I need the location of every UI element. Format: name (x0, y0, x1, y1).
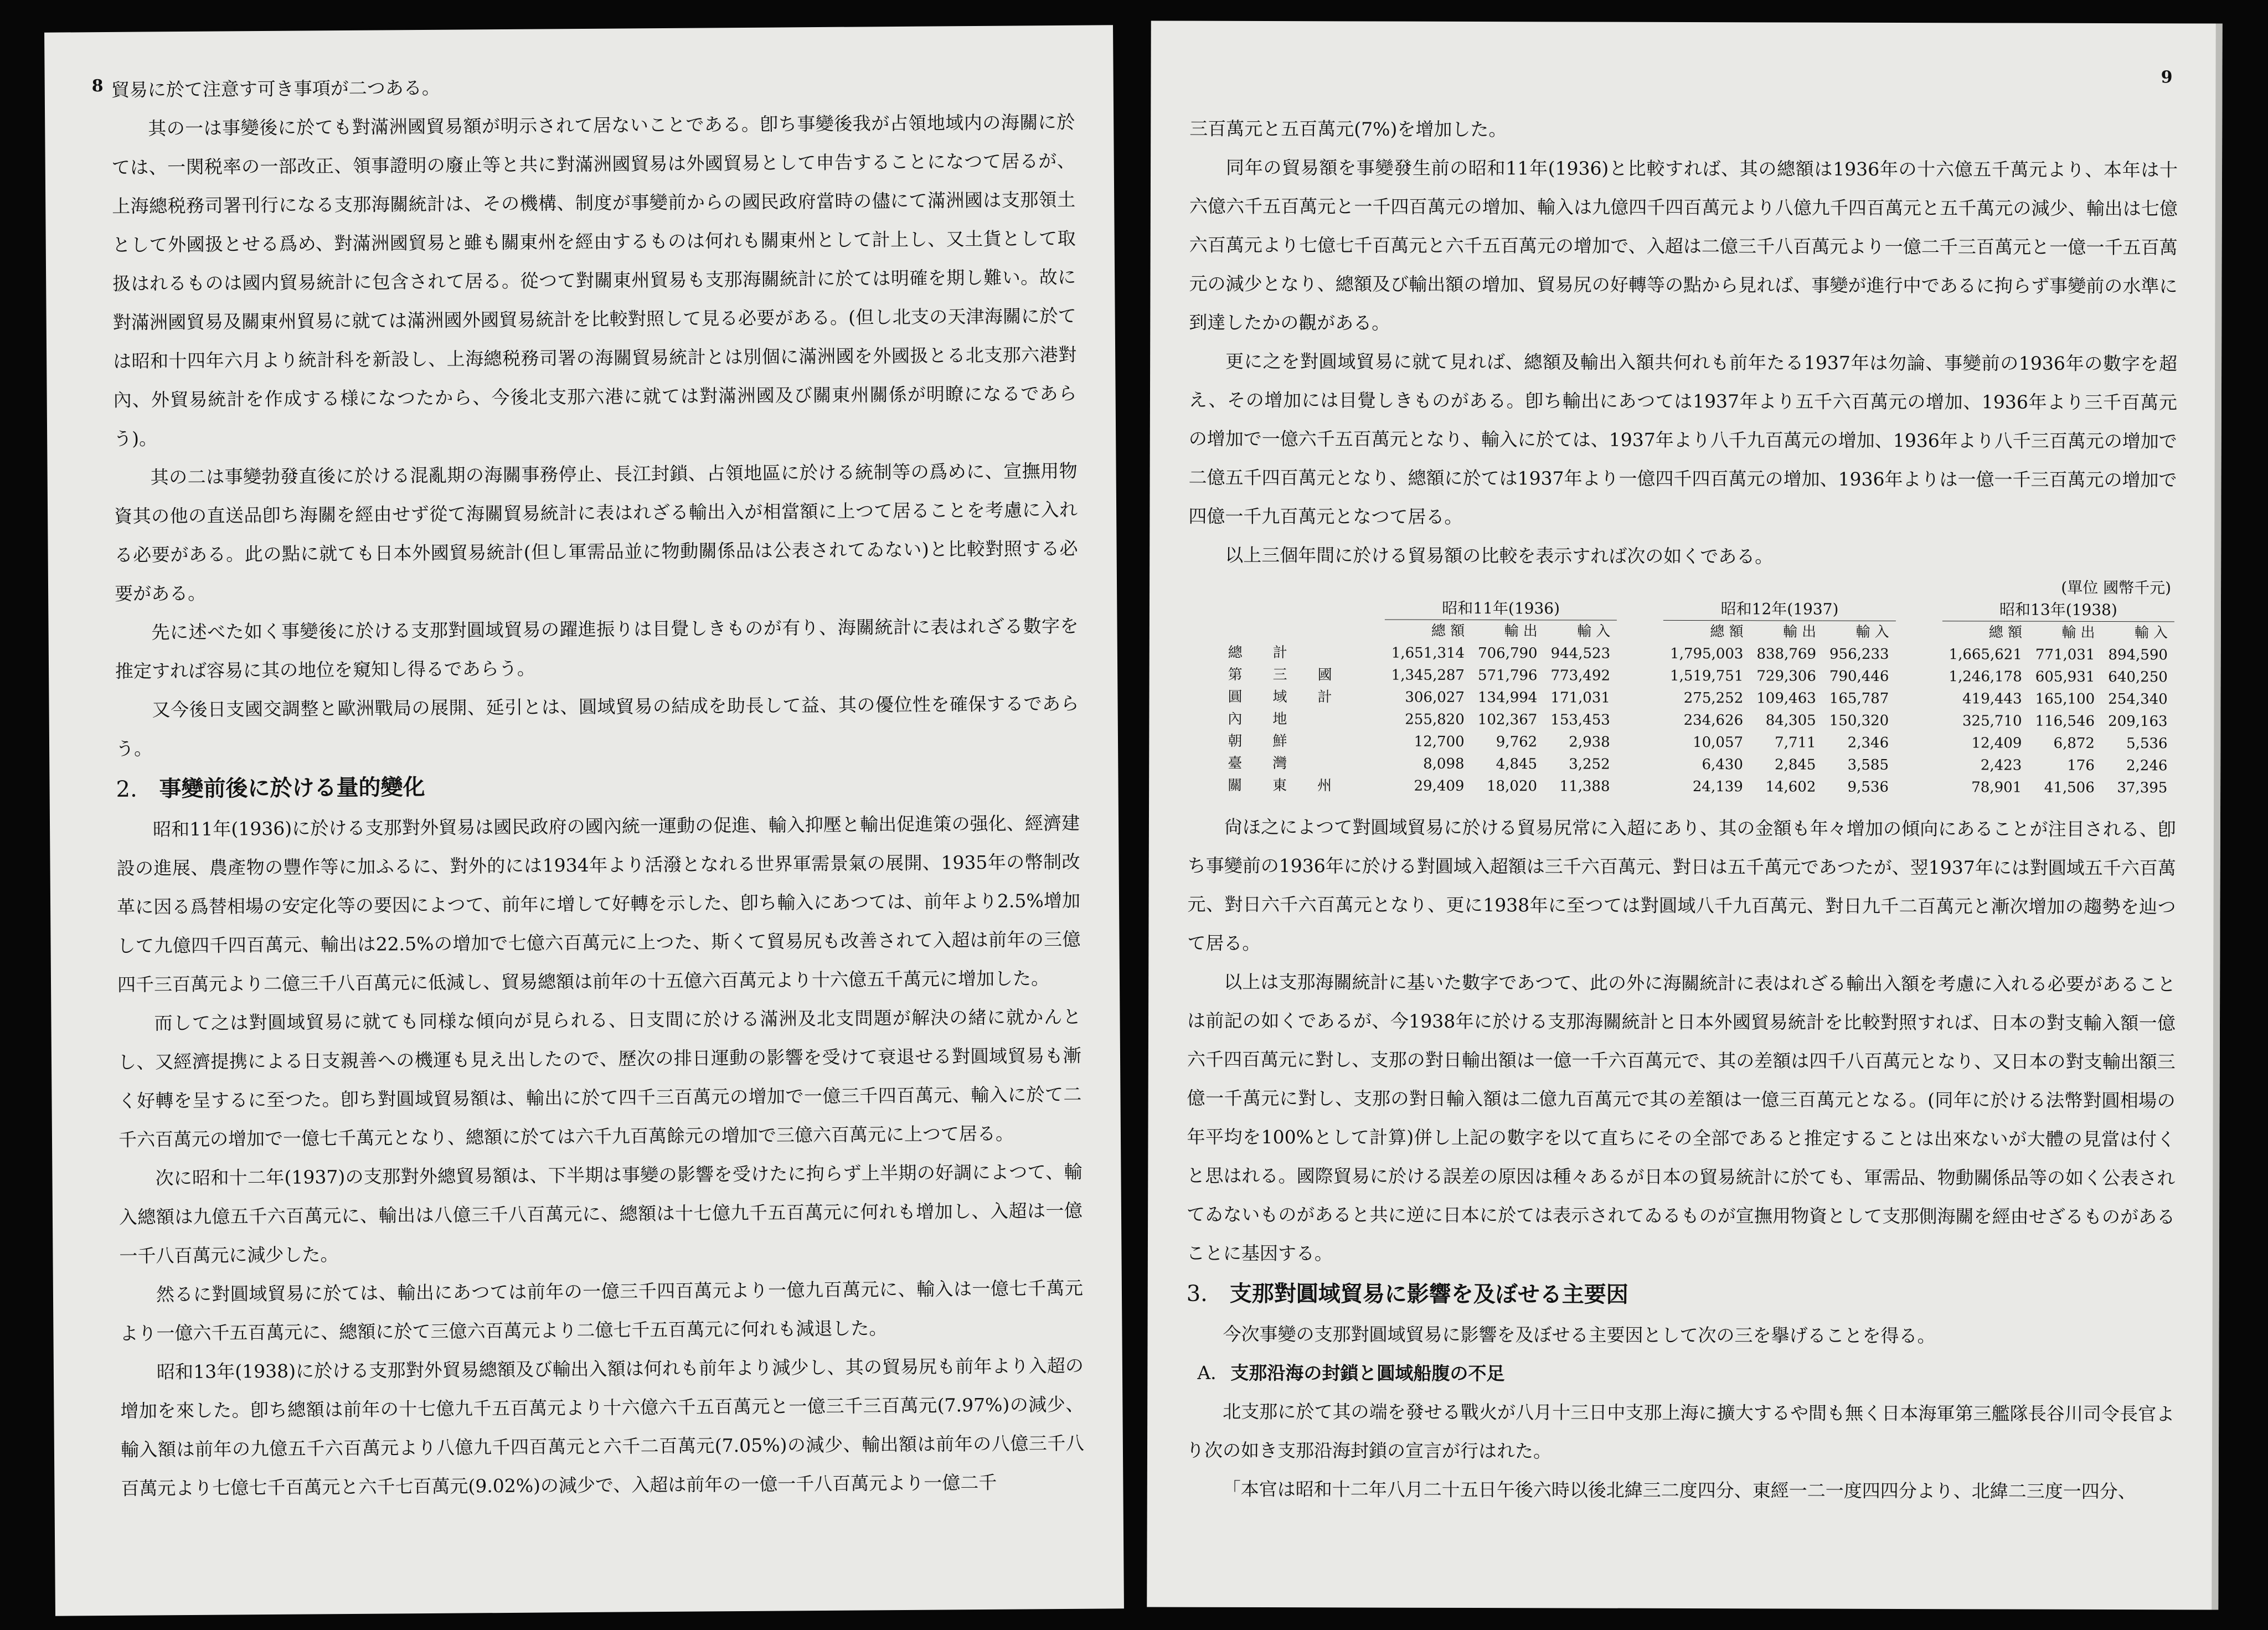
row-label: 臺灣 (1228, 755, 1318, 772)
paragraph: 其の二は事變勃發直後に於ける混亂期の海關事務停止、長江封鎖、占領地區に於ける統制等の爲めに、宣撫用物資其の他の直送品卽ち海關を經由せず從て海關貿易統計に表はれざる輸出入が相當額に上つて居ることを考慮に入れる必要がある。此の點に就ても日本外國貿易統計(但し軍需品並に物動關係品は公表されてゐない)と比較對照する必要がある。 (114, 460, 1078, 605)
table-cell: 255,820 (1405, 711, 1465, 728)
column-header: 總 額 (1710, 623, 1744, 641)
table-cell: 1,519,751 (1670, 667, 1744, 685)
col-gap (1617, 754, 1663, 776)
table-cell: 153,453 (1550, 711, 1610, 729)
col-gap (1617, 598, 1663, 621)
table-cell: 234,626 (1683, 711, 1744, 729)
section-number: 2. (116, 776, 137, 802)
col-gap (1895, 754, 1942, 776)
column-header: 總 額 (1988, 624, 2023, 641)
table-cell: 838,769 (1756, 646, 1817, 663)
col-gap (1896, 643, 1942, 666)
table-row (1221, 686, 2174, 711)
table-cell: 1,795,003 (1670, 645, 1744, 663)
row-label: 第三國 (1228, 666, 1363, 684)
table-cell: 419,443 (1962, 690, 2022, 708)
table-cell: 2,938 (1569, 734, 1610, 751)
col-gap (1617, 731, 1663, 754)
paragraph: 北支那に於て其の端を發せる戰火が八月十三日中支那上海に擴大するや間も無く日本海軍第三艦隊長谷川司令長官より次の如き支那沿海封鎖の宣言が行はれた。 (1185, 1400, 2175, 1462)
table-cell: 2,423 (1980, 757, 2022, 774)
year-header: 昭和12年(1937) (1663, 598, 1895, 621)
table-cell: 134,994 (1477, 689, 1538, 706)
table-row (1221, 752, 2174, 777)
table-cell: 7,711 (1775, 734, 1816, 751)
table-cell: 2,246 (2126, 757, 2168, 775)
col-gap (1617, 709, 1663, 731)
column-header: 輸 出 (1504, 623, 1538, 640)
table-cell: 254,340 (2108, 691, 2168, 708)
table-cell: 773,492 (1550, 667, 1611, 684)
row-label: 內地 (1228, 710, 1318, 728)
table-cell: 3,585 (1847, 756, 1889, 773)
table-cell: 894,590 (2108, 647, 2168, 664)
table-cell: 37,395 (2117, 780, 2168, 797)
table-cell: 5,536 (2126, 735, 2168, 752)
column-header: 輸 入 (2134, 625, 2168, 642)
table-cell: 8,098 (1423, 755, 1465, 772)
table-cell: 29,409 (1414, 777, 1465, 795)
row-label: 朝鮮 (1228, 733, 1318, 750)
table-cell: 790,446 (1829, 668, 1889, 685)
table-cell: 78,901 (1971, 779, 2022, 796)
paragraph: 更に之を對圓域貿易に就て見れば、總額及輸出入額共何れも前年たる1937年は勿論、事變前の1936年の數字を超え、その增加には目覺しきものがある。卽ち輸出にあつては1937年より五千六百萬元の增加、1936年より三千百萬元の增加で一億六千五百萬元となり、輸入に於ては、1937年より八千九百萬元の增加、1936年より八千三百萬元の增加で二億五千四百萬元となり、總額に於ては1937年より一億四千四百萬元の增加、1936年よりは一億一千三百萬元の增加で四億一千九百萬元となつて居る。 (1188, 350, 2178, 528)
table-cell: 109,463 (1756, 690, 1816, 707)
table-cell: 14,602 (1765, 778, 1816, 796)
table-cell: 12,409 (1971, 735, 2022, 752)
page-number: 8 (91, 76, 104, 96)
subsection-title: 支那沿海の封鎖と圓域船腹の不足 (1230, 1361, 1505, 1385)
column-header: 總 額 (1431, 622, 1465, 639)
section-heading (116, 763, 1079, 809)
table-cell: 1,345,287 (1391, 667, 1465, 684)
table-cell: 6,872 (2053, 735, 2095, 752)
table-cell: 171,031 (1550, 689, 1610, 706)
col-gap (1616, 776, 1663, 798)
column-header: 輸 入 (1576, 623, 1611, 640)
col-gap (1617, 620, 1663, 643)
left-page (44, 25, 1124, 1616)
paragraph: 以上三個年間に於ける貿易額の比較を表示すれば次の如くである。 (1225, 544, 1774, 568)
col-gap (1617, 687, 1663, 709)
subsection-number: A. (1197, 1361, 1217, 1384)
section-heading (1187, 1274, 2175, 1317)
paragraph: 三百萬元と五百萬元(7%)を增加した。 (1189, 117, 1507, 141)
paragraph: 今次事變の支那對圓域貿易に影響を及ぼせる主要因として次の三を擧げることを得る。 (1223, 1323, 1936, 1347)
table-cell: 41,506 (2044, 779, 2095, 796)
table-year-row (1221, 597, 2174, 622)
col-gap (1895, 776, 1942, 798)
paragraph: 尙ほ之によつて對圓域貿易に於ける貿易尻常に入超にあり、其の金額も年々增加の傾向にあることが注目される、卽ち事變前の1936年に於ける對圓域入超額は三千六百萬元、對日は五千萬元であつたが、翌1937年には對圓域五千六百萬元、對日六千六百萬元となり、更に1938年に至つては對圓域八千九百萬元、對日九千二百萬元と漸次增加の趨勢を辿つて居る。 (1187, 816, 2177, 954)
table-cell: 2,346 (1847, 734, 1889, 751)
table-cell: 116,546 (2035, 713, 2095, 730)
paragraph: 先に述べた如く事變後に於ける支那對圓域貿易の躍進振りは目覺しきものが有り、海關統計に表はれざる數字を推定すれば容易に其の地位を窺知し得るであらう。 (115, 615, 1079, 682)
table-unit: (單位 國幣千元) (2061, 578, 2172, 597)
row-label: 總計 (1228, 644, 1318, 662)
column-header: 輸 出 (2061, 624, 2095, 641)
column-header: 輸 入 (1855, 623, 1889, 641)
table-cell: 1,246,178 (1949, 668, 2022, 685)
paragraph: 以上は支那海關統計に基いた數字であつて、此の外に海關統計に表はれざる輸出入額を考慮に入れる必要があることは前記の如くであるが、今1938年に於ける支那海關統計と日本外國貿易統計を比較對照すれば、日本の對支輸入額一億六千四百萬元に對し、支那の對日輸出額は一億一千六百萬元で、其の差額は四千八百萬元となり、又日本の對支輸出額三億一千萬元に對し、支那の對日輸入額は二億九百萬元で其の差額は一億三百萬元となる。(同年に於ける法幣對圓相場の年平均を100%として計算)併し上記の數字を以て直ちにその全部であると推定することは出來ないが大體の見當は付くと思はれる。國際貿易に於ける誤差の原因は種々あるが日本の貿易統計に於ても、軍需品、物動關係品等の如く公表されてゐないものがあると共に逆に日本に於ては表示されてゐるものが宣撫用物資として支那側海關を經由せざるものがあることに基因する。 (1186, 971, 2176, 1265)
section-number: 3. (1186, 1281, 1208, 1307)
year-header: 昭和11年(1936) (1385, 597, 1617, 621)
paragraph: 次に昭和十二年(1937)の支那對外總貿易額は、下半期は事變の影響を受けたに拘らず上半期の好調によつて、輸入總額は九億五千六百萬元に、輸出は八億三千八百萬元に、總額は十七億九千五百萬元に何れも增加し、入超は一億一千八百萬元に減少した。 (118, 1160, 1083, 1267)
page-edge (2212, 24, 2223, 1610)
table-row (1221, 775, 2174, 799)
col-gap (1617, 643, 1663, 665)
table-cell: 275,252 (1683, 689, 1744, 707)
table-cell: 325,710 (1962, 713, 2022, 730)
table-cell: 165,100 (2035, 690, 2095, 708)
col-gap (1617, 665, 1663, 687)
table-cell: 571,796 (1477, 667, 1538, 684)
table-row (1221, 664, 2174, 689)
table-cell: 956,233 (1829, 646, 1889, 663)
table-row (1221, 730, 2174, 755)
col-gap (1896, 599, 1942, 621)
paragraph: 「本官は昭和十二年八月二十五日午後六時以後北緯三二度四分、東經一二一度四四分より、北緯二三度一四分、 (1222, 1478, 2136, 1503)
section-title: 事變前後に於ける量的變化 (159, 774, 425, 802)
trade-table (1221, 597, 2174, 799)
table-cell: 1,651,314 (1391, 644, 1465, 662)
table-cell: 24,139 (1692, 778, 1743, 796)
year-header: 昭和13年(1938) (1942, 599, 2174, 622)
table-corner (1221, 597, 1385, 620)
paragraph: 昭和13年(1938)に於ける支那對外貿易總額及び輸出入額は何れも前年より減少し、其の貿易尻も前年より入超の增加を來した。卽ち總額は前年の十七億九千五百萬元より十六億六千五百萬元と一億三千三百萬元(7.97%)の減少、輸入額は前年の九億五千六百萬元より八億九千四百萬元と六千二百萬元(7.05%)の減少、輸出額は前年の八億三千八百萬元より七億七千百萬元と六千七百萬元(9.02%)の減少で、入超は前年の一億一千八百萬元より一億二千 (120, 1354, 1085, 1499)
paragraph: 又今後日支國交調整と歐洲戰局の展開、延引とは、圓域貿易の結成を助長して益、其の優位性を確保するであらう。 (115, 692, 1079, 760)
table-cell: 9,536 (1847, 778, 1889, 796)
table-cell: 209,163 (2108, 713, 2168, 730)
paragraph: 昭和11年(1936)に於ける支那對外貿易は國民政府の國內統一運動の促進、輸入抑壓と輸出促進策の强化、經濟建設の進展、農產物の豐作等に加ふるに、對外的には1934年より活潑となれる世界軍需景氣の展開、1935年の幣制改革に因る爲替相場の安定化等の要因によつて、前年に增して好轉を示した、卽ち輸入にあつては、前年より2.5%增加して九億四千四百萬元、輸出は22.5%の增加で七億六百萬元に上つた、斯くて貿易尻も改善されて入超は前年の三億四千三百萬元より二億三千八百萬元に低減し、貿易總額は前年の十五億六百萬元より十六億五千萬元に增加した。 (116, 812, 1081, 995)
col-gap (1895, 688, 1942, 710)
table-corner (1221, 619, 1385, 642)
table-cell: 4,845 (1496, 756, 1538, 773)
table-row (1221, 708, 2174, 733)
col-gap (1895, 710, 1942, 732)
col-gap (1896, 621, 1942, 643)
table-cell: 102,367 (1477, 711, 1538, 729)
right-page (1147, 20, 2222, 1610)
table-cell: 18,020 (1486, 778, 1538, 795)
table-cell: 10,057 (1693, 734, 1744, 751)
table-cell: 84,305 (1765, 712, 1816, 729)
paragraph: 然るに對圓域貿易に於ては、輸出にあつては前年の一億三千四百萬元より一億九百萬元に、輸入は一億七千萬元より一億六千五百萬元に、總額に於て三億六百萬元より二億七千五百萬元に何れも減退した。 (120, 1277, 1084, 1344)
column-header: 輸 出 (1782, 623, 1817, 641)
col-gap (1895, 732, 1942, 754)
table-cell: 1,665,621 (1949, 646, 2022, 663)
table-cell: 2,845 (1775, 756, 1816, 773)
paragraph: 而して之は對圓域貿易に就ても同様な傾向が見られる、日支間に於ける滿洲及北支問題が解決の緒に就かんとし、又經濟提携による日支親善への機運も見え出したので、歷次の排日運動の影響を受けて衰退せる對圓域貿易も漸く好轉を呈するに至つた。卽ち對圓域貿易額は、輸出に於て四千三百萬元の增加で一億三千四百萬元、輸入に於て二千六百萬元の增加で一億七千萬元となり、總額に於ては六千九百萬餘元の增加で三億六百萬元に上つて居る。 (117, 1005, 1082, 1151)
subsection-heading (1197, 1354, 2174, 1395)
table-cell: 165,787 (1829, 690, 1889, 707)
table-cell: 3,252 (1569, 756, 1610, 773)
table-column-row (1221, 619, 2174, 644)
table-cell: 11,388 (1559, 778, 1610, 795)
paragraph: 同年の貿易額を事變發生前の昭和11年(1936)と比較すれば、其の總額は1936年の十六億五千萬元より、本年は十六億六千五百萬元と一千四百萬元の增加、輸入は九億四千四百萬元より八億九千四百萬元と五千萬元の減少、輸出は七億六百萬元より七億七千百萬元と六千五百萬元の增加で、入超は二億三千八百萬元より一億二千三百萬元と一億一千五百萬元の減少となり、總額及び輸出額の增加、貿易尻の好轉等の點から見れば、事變が進行中であるに拘らず事變前の水準に到達したかの觀がある。 (1189, 156, 2178, 334)
table-cell: 605,931 (2035, 668, 2095, 685)
table-cell: 706,790 (1478, 645, 1538, 662)
col-gap (1895, 666, 1942, 688)
table-cell: 150,320 (1829, 712, 1889, 729)
table-cell: 176 (2067, 757, 2095, 774)
table-row (1221, 642, 2174, 667)
table-cell: 306,027 (1405, 689, 1465, 706)
page-number: 9 (2161, 68, 2173, 87)
section-title: 支那對圓域貿易に影響を及ぼせる主要因 (1229, 1280, 1628, 1308)
row-label: 圓域計 (1228, 688, 1363, 706)
table-cell: 12,700 (1414, 733, 1465, 750)
table-cell: 6,430 (1702, 756, 1744, 773)
table-cell: 640,250 (2108, 669, 2168, 686)
row-label: 關東州 (1228, 777, 1363, 795)
table-cell: 729,306 (1756, 668, 1816, 685)
table-cell: 944,523 (1550, 645, 1611, 662)
table-cell: 9,762 (1496, 734, 1538, 751)
paragraph: 其の一は事變後に於ても對滿洲國貿易額が明示されて居ないことである。卽ち事變後我が占領地域内の海關に於ては、一関税率の一部改正、領事證明の廢止等と共に對滿洲國貿易は外國貿易として申告することになつて居るが、上海總税務司署刊行になる支那海關統計は、その機構、制度が事變前からの國民政府當時の儘にて滿洲國は支那領土として外國扱とせる爲め、對滿洲國貿易と雖も關東州を經由するものは何れも關東州として計上し、又土貨として取扱はれるものは國内貿易統計に包含されて居る。從つて對關東州貿易も支那海關統計に於ては明確を期し難い。故に對滿洲國貿易及關東州貿易に就ては滿洲國外國貿易統計を比較對照して見る必要がある。(但し北支の天津海關に於ては昭和十四年六月より統計科を新設し、上海總税務司署の海關貿易統計とは別個に滿洲國を外國扱とる北支那六港對內、外貿易統計を作成する様になつたから、今後北支那六港に就ては對滿洲國及び關東州關係が明瞭になるであらう)。 (111, 111, 1077, 450)
table-body (1221, 642, 2174, 799)
table-cell: 771,031 (2035, 646, 2095, 663)
paragraph: 貿易に於て注意す可き事項が二つある。 (111, 76, 440, 101)
